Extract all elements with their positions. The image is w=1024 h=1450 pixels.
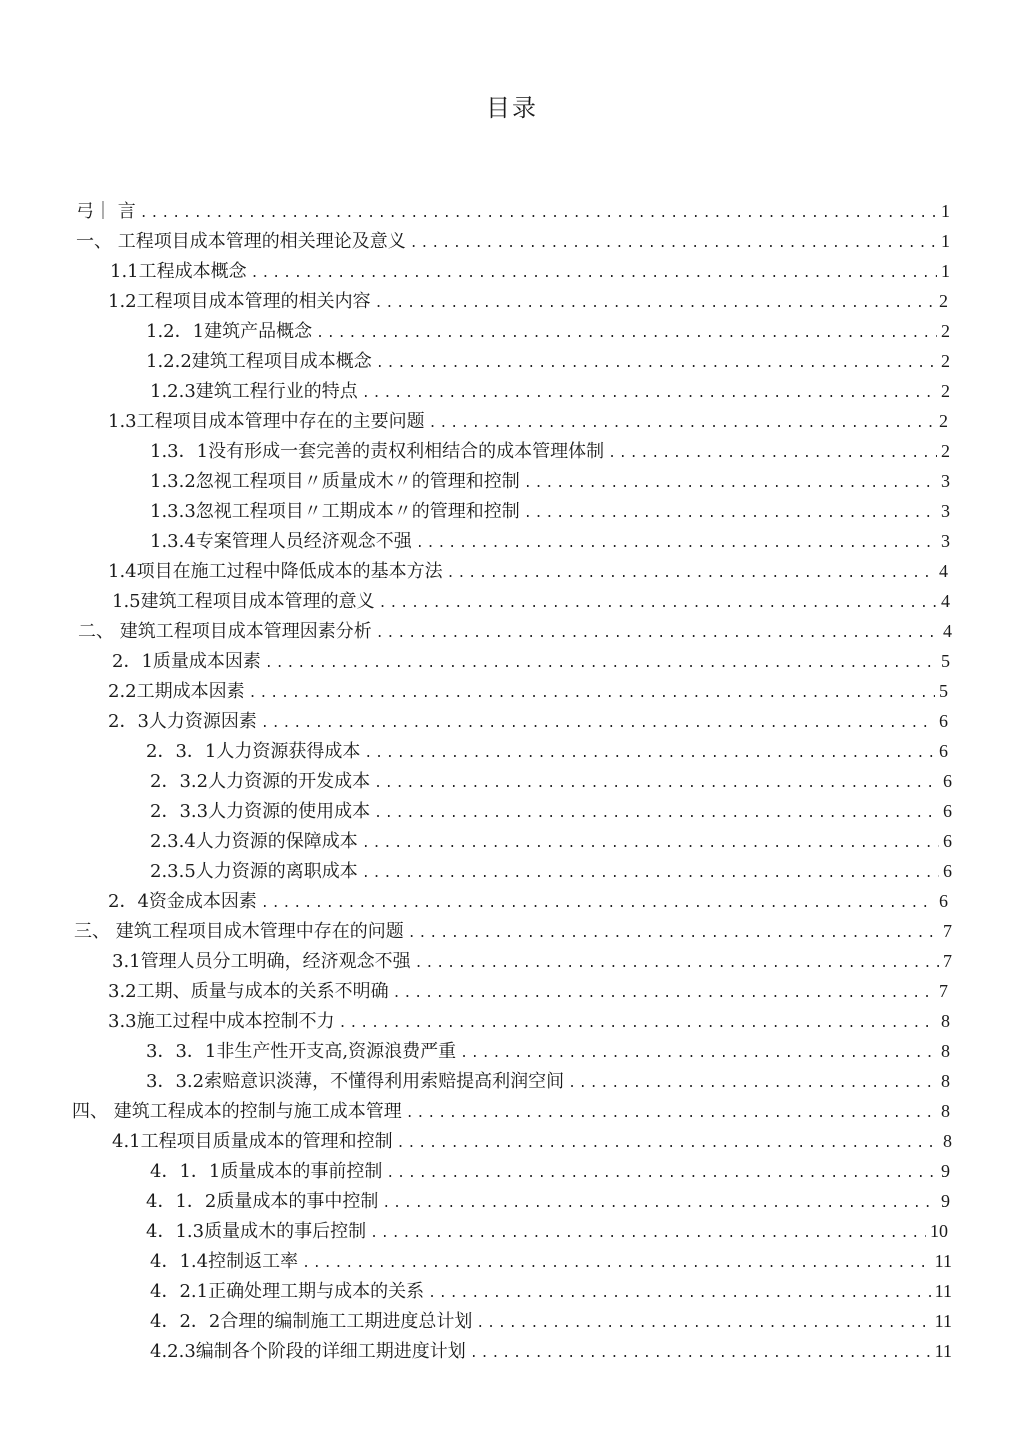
toc-entry-title: 4．2．2合理的编制施工工期进度总计划 (150, 1311, 473, 1332)
toc-entry[interactable] (146, 346, 950, 376)
toc-entry[interactable] (108, 1006, 950, 1036)
toc-entry[interactable] (108, 706, 948, 736)
toc-leader-dots (376, 347, 937, 379)
toc-entry[interactable] (150, 1156, 950, 1186)
toc-entry-title: 一、 工程项目成本管理的相关理论及意义 (76, 231, 406, 252)
toc-page-number: 8 (943, 1131, 952, 1151)
toc-entry[interactable] (76, 226, 950, 256)
toc-entry[interactable] (112, 586, 950, 616)
toc-entry[interactable] (78, 616, 952, 646)
toc-page-number: 2 (941, 381, 950, 401)
toc-leader-dots (261, 707, 935, 739)
toc-page-number: 10 (930, 1221, 948, 1241)
toc-entry-title: 1.2.3建筑工程行业的特点 (150, 381, 358, 402)
toc-page-number: 2 (941, 351, 950, 371)
toc-entry-title: 1.4项目在施工过程中降低成本的基本方法 (108, 561, 443, 582)
toc-page-number: 11 (934, 1281, 952, 1301)
toc-page-number: 6 (943, 771, 952, 791)
toc-page-number: 7 (943, 921, 952, 941)
toc-entry-title: 4.1工程项目质量成本的管理和控制 (112, 1131, 393, 1152)
toc-page-number: 1 (941, 231, 950, 251)
toc-entry[interactable] (150, 1246, 952, 1276)
toc-entry[interactable] (150, 466, 950, 496)
toc-leader-dots (429, 407, 935, 439)
toc-entry[interactable] (112, 946, 952, 976)
toc-leader-dots (460, 1037, 937, 1069)
toc-entry-title: 1.3．1没有形成一套完善的责权利相结合的成本管理体制 (150, 441, 605, 462)
toc-entry-title: 1.2．1建筑产品概念 (146, 321, 313, 342)
toc-leader-dots (415, 947, 939, 979)
toc-entry[interactable] (108, 556, 948, 586)
toc-entry-title: 1.3工程项目成本管理中存在的主要问题 (108, 411, 425, 432)
toc-leader-dots (447, 557, 935, 589)
toc-entry[interactable] (150, 376, 950, 406)
page-title: 目录 (486, 94, 538, 122)
toc-leader-dots (339, 1007, 937, 1039)
toc-page-number: 2 (941, 441, 950, 461)
toc-page-number: 5 (941, 651, 950, 671)
toc-entry[interactable] (150, 796, 952, 826)
toc-leader-dots (364, 737, 935, 769)
toc-leader-dots (302, 1247, 931, 1279)
toc-leader-dots (476, 1307, 930, 1339)
toc-leader-dots (408, 917, 939, 949)
toc-entry[interactable] (108, 886, 948, 916)
toc-entry-title: 2.2工期成本因素 (108, 681, 245, 702)
toc-entry[interactable] (76, 196, 950, 226)
toc-page-number: 6 (939, 711, 948, 731)
toc-leader-dots (375, 287, 935, 319)
toc-entry[interactable] (150, 766, 952, 796)
toc-leader-dots (374, 767, 939, 799)
toc-entry[interactable] (108, 406, 948, 436)
toc-entry-title: 2.3.4人力资源的保障成本 (150, 831, 358, 852)
toc-entry-title: 3．3.2索赔意识淡薄，不懂得利用索赔提高利润空间 (146, 1071, 565, 1092)
toc-entry-title: 2.3.5人力资源的离职成本 (150, 861, 358, 882)
toc-page-number: 3 (941, 501, 950, 521)
toc-leader-dots (370, 1217, 926, 1249)
toc-page-number: 8 (941, 1101, 950, 1121)
toc-page-number: 1 (941, 261, 950, 281)
toc-page-number: 4 (939, 561, 948, 581)
toc-entry-title: 弓｜ 言 (76, 201, 136, 222)
toc-leader-dots (568, 1067, 937, 1099)
toc-entry-title: 三、 建筑工程项目成木管理中存在的问题 (74, 921, 404, 942)
toc-page-number: 11 (934, 1251, 952, 1271)
toc-entry[interactable] (146, 316, 950, 346)
toc-entry-title: 4．2.1正确处理工期与成本的关系 (150, 1281, 425, 1302)
toc-leader-dots (524, 497, 937, 529)
toc-leader-dots (265, 647, 937, 679)
toc-entry[interactable] (150, 856, 952, 886)
toc-entry-title: 4．1．1质量成本的事前控制 (150, 1161, 383, 1182)
toc-entry-title: 2．3.2人力资源的开发成本 (150, 771, 371, 792)
toc-entry-title: 1.2.2建筑工程项目成本概念 (146, 351, 372, 372)
toc-leader-dots (393, 977, 935, 1009)
toc-page-number: 3 (941, 471, 950, 491)
toc-entry[interactable] (72, 1096, 950, 1126)
toc-entry[interactable] (146, 1066, 950, 1096)
toc-leader-dots (410, 227, 937, 259)
toc-leader-dots (249, 677, 935, 709)
toc-page-number: 2 (941, 321, 950, 341)
toc-entry-title: 二、 建筑工程项目成本管理因素分析 (78, 621, 372, 642)
toc-entry-title: 2．3．1人力资源获得成本 (146, 741, 361, 762)
toc-page-number: 9 (941, 1161, 950, 1181)
toc-entry[interactable] (112, 1126, 952, 1156)
toc-page-number: 2 (939, 411, 948, 431)
toc-leader-dots (316, 317, 937, 349)
toc-entry-title: 4．1．2质量成本的事中控制 (146, 1191, 379, 1212)
toc-page-number: 3 (941, 531, 950, 551)
toc-entry-title: 1.2工程项目成本管理的相关内容 (108, 291, 371, 312)
toc-page-number: 7 (943, 951, 952, 971)
toc-entry-title: 4．1.3质量成木的事后控制 (146, 1221, 367, 1242)
toc-entry-title: 2．3人力资源因素 (108, 711, 257, 732)
toc-entry[interactable] (108, 286, 948, 316)
toc-page-number: 4 (941, 591, 950, 611)
toc-leader-dots (608, 437, 937, 469)
toc-leader-dots (524, 467, 937, 499)
toc-leader-dots (397, 1127, 939, 1159)
toc-leader-dots (362, 377, 937, 409)
toc-entry-title: 3．3．1非生产性开支高,资源浪费严重 (146, 1041, 457, 1062)
toc-page-number: 1 (941, 201, 950, 221)
toc-page-number: 2 (939, 291, 948, 311)
toc-entry[interactable] (150, 526, 950, 556)
toc-entry[interactable] (108, 976, 948, 1006)
toc-page-number: 7 (939, 981, 948, 1001)
toc-leader-dots (376, 617, 939, 649)
toc-entry[interactable] (146, 1186, 950, 1216)
toc-entry-title: 1.3.2忽视工程项目〃质量成木〃的管理和控制 (150, 471, 520, 492)
toc-page-number: 6 (943, 861, 952, 881)
toc-leader-dots (251, 257, 937, 289)
toc-entry[interactable] (150, 436, 950, 466)
toc-entry[interactable] (150, 496, 950, 526)
toc-leader-dots (386, 1157, 937, 1189)
toc-page-number: 11 (934, 1341, 952, 1361)
toc-entry[interactable] (110, 256, 950, 286)
toc-entry-title: 1.3.3忽视工程项目〃工期成本〃的管理和控制 (150, 501, 520, 522)
toc-entry-title: 1.5建筑工程项目成本管理的意义 (112, 591, 375, 612)
toc-entry-title: 1.1工程成本概念 (110, 261, 247, 282)
toc-page-number: 8 (941, 1071, 950, 1091)
toc-entry[interactable] (150, 1276, 952, 1306)
toc-page-number: 4 (943, 621, 952, 641)
toc-leader-dots (140, 197, 937, 229)
toc-entry-title: 3.2工期、质量与成本的关系不明确 (108, 981, 389, 1002)
toc-entry-title: 2．1质量成本因素 (112, 651, 261, 672)
toc-page-number: 8 (941, 1011, 950, 1031)
toc-leader-dots (416, 527, 937, 559)
toc-entry[interactable] (150, 1306, 952, 1336)
toc-page-number: 6 (939, 741, 948, 761)
toc-entry[interactable] (146, 1216, 948, 1246)
toc-page-number: 5 (939, 681, 948, 701)
toc-entry-title: 1.3.4专案管理人员经济观念不强 (150, 531, 412, 552)
toc-leader-dots (382, 1187, 937, 1219)
toc-leader-dots (374, 797, 939, 829)
toc-entry[interactable] (108, 676, 948, 706)
toc-entry-title: 四、 建筑工程成本的控制与施工成本管理 (72, 1101, 402, 1122)
toc-leader-dots (379, 587, 937, 619)
toc-page-number: 11 (934, 1311, 952, 1331)
toc-entry[interactable] (112, 646, 950, 676)
toc-entry-title: 2．3.3人力资源的使用成本 (150, 801, 371, 822)
toc-page-number: 6 (943, 801, 952, 821)
toc-page-number: 6 (939, 891, 948, 911)
toc-leader-dots (470, 1337, 931, 1369)
toc-entry[interactable] (74, 916, 952, 946)
toc-page-number: 6 (943, 831, 952, 851)
toc-entry-title: 3.3施工过程中成本控制不力 (108, 1011, 335, 1032)
toc-leader-dots (362, 857, 939, 889)
toc-entry[interactable] (146, 736, 948, 766)
toc-leader-dots (428, 1277, 931, 1309)
toc-entry[interactable] (150, 1336, 952, 1366)
toc-entry[interactable] (146, 1036, 950, 1066)
toc-page-number: 9 (941, 1191, 950, 1211)
toc-leader-dots (406, 1097, 937, 1129)
toc-entry-title: 2．4资金成本因素 (108, 891, 257, 912)
toc-leader-dots (261, 887, 935, 919)
toc-entry[interactable] (150, 826, 952, 856)
toc-page-number: 8 (941, 1041, 950, 1061)
toc-entry-title: 4．1.4控制返工率 (150, 1251, 299, 1272)
toc-leader-dots (362, 827, 939, 859)
toc-entry-title: 3.1管理人员分工明确，经济观念不强 (112, 951, 411, 972)
toc-entry-title: 4.2.3编制各个阶段的详细工期进度计划 (150, 1341, 466, 1362)
